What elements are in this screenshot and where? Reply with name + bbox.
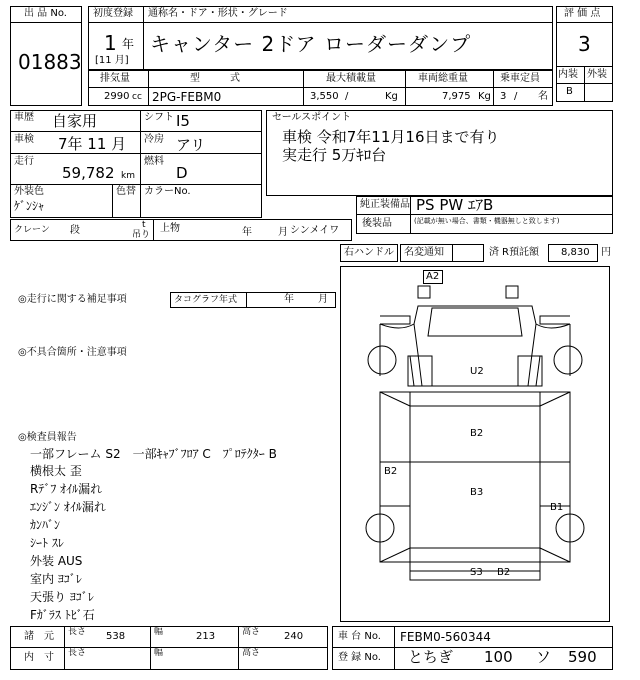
mark-b2-side: B2 bbox=[384, 466, 398, 477]
divider bbox=[64, 626, 65, 670]
mileage-unit: km bbox=[121, 171, 135, 181]
capacity-sep: / bbox=[514, 91, 518, 102]
report-line: 天張り ﾖｺﾞﾚ bbox=[30, 590, 94, 604]
registration-class: 100 bbox=[484, 648, 513, 666]
capacity-unit: 名 bbox=[538, 91, 548, 102]
report-line: Rﾃﾞﾌ ｵｲﾙ漏れ bbox=[30, 482, 103, 496]
displacement-unit: cc bbox=[132, 92, 142, 102]
divider bbox=[303, 70, 304, 106]
history: 自家用 bbox=[52, 112, 98, 130]
dimensions-table bbox=[10, 626, 328, 670]
divider bbox=[10, 647, 328, 648]
mark-b2-bed: B2 bbox=[470, 428, 484, 439]
divider bbox=[10, 22, 82, 23]
recycle-label: R預託額 bbox=[502, 247, 539, 258]
fuel-label: 燃料 bbox=[144, 156, 164, 167]
mark-u2: U2 bbox=[470, 366, 484, 377]
divider bbox=[394, 626, 395, 670]
divider bbox=[143, 6, 144, 70]
report-line: ｴﾝｼﾞﾝ ｵｲﾙ漏れ bbox=[30, 500, 106, 514]
report-line: ｼｰﾄ ｽﾚ bbox=[30, 536, 64, 550]
divider bbox=[88, 87, 553, 88]
tachograph-month: 月 bbox=[318, 294, 328, 305]
vehicle-name: キャンター 2ドア ローダーダンプ bbox=[150, 32, 472, 56]
registration-year: 1 bbox=[104, 31, 117, 55]
mark-s3: S3 bbox=[470, 567, 483, 578]
name-change-value bbox=[452, 244, 484, 262]
interior-height-label: 高さ bbox=[242, 648, 261, 658]
capacity-label: 乗車定員 bbox=[500, 73, 540, 84]
divider bbox=[10, 153, 262, 154]
divider bbox=[112, 184, 113, 218]
color-number-label: カラーNo. bbox=[144, 186, 191, 197]
exterior-color-label: 外装色 bbox=[14, 186, 44, 197]
width: 213 bbox=[196, 631, 216, 642]
divider bbox=[148, 70, 149, 106]
gross-weight-unit: Kg bbox=[478, 91, 491, 102]
aftermarket-note: (記載が無い場合、書類・機器無しと致します) bbox=[414, 217, 560, 225]
tachograph-year: 年 bbox=[284, 294, 294, 305]
registration-label: 登 録 No. bbox=[338, 652, 381, 663]
year-unit: 年 bbox=[122, 37, 135, 51]
crane-stage: 段 bbox=[70, 225, 80, 236]
report-line: 室内 ﾖｺﾞﾚ bbox=[30, 572, 82, 586]
interior-dims-label: 内 寸 bbox=[24, 652, 54, 663]
interior-width-label: 幅 bbox=[154, 648, 164, 658]
report-line: 外装 AUS bbox=[30, 554, 83, 568]
lot-number: 01883 bbox=[18, 50, 82, 74]
max-load-label: 最大積載量 bbox=[326, 73, 376, 84]
vehicle-name-label: 通称名・ドア・形状・グレード bbox=[148, 8, 288, 19]
recycle-paid: 済 bbox=[489, 247, 499, 258]
report-line: Fｶﾞﾗｽ ﾄﾋﾞ石 bbox=[30, 608, 95, 622]
recycle-amount: 8,830 bbox=[561, 247, 590, 258]
divider bbox=[405, 70, 406, 106]
score-label: 評 価 点 bbox=[564, 8, 601, 19]
model-code: 2PG-FEBM0 bbox=[152, 90, 222, 104]
mark-b3: B3 bbox=[470, 487, 484, 498]
ac-label: 冷房 bbox=[144, 134, 164, 145]
shift-label: シフト bbox=[144, 112, 174, 123]
divider bbox=[10, 131, 262, 132]
report-line: ｶﾝﾊﾞﾝ bbox=[30, 518, 61, 532]
sales-point-label: セールスポイント bbox=[272, 112, 352, 123]
capacity: 3 bbox=[500, 91, 507, 102]
recycle-unit: 円 bbox=[601, 247, 611, 258]
crane-tonnage: t bbox=[142, 220, 146, 230]
aftermarket-label: 後装品 bbox=[362, 218, 392, 229]
first-registration-label: 初度登録 bbox=[93, 8, 133, 19]
height-label: 高さ bbox=[242, 627, 261, 637]
running-notes-label: ◎走行に関する補足事項 bbox=[18, 294, 127, 305]
inspection-label: 車検 bbox=[14, 134, 34, 145]
inspection: 7年 11 月 bbox=[58, 135, 127, 153]
divider bbox=[246, 292, 247, 308]
equipment-label: 純正装備品 bbox=[360, 199, 410, 210]
shift: I5 bbox=[176, 112, 190, 130]
crane-maker: シンメイワ bbox=[290, 225, 340, 236]
report-line: 一部フレーム S2 一部ｷｬﾌﾞﾌﾛｱ C ﾌﾟﾛﾃｸﾀｰ B bbox=[30, 447, 277, 461]
details-box bbox=[10, 110, 262, 218]
color-change-label: 色替 bbox=[116, 186, 136, 197]
report-line: 横根太 歪 bbox=[30, 464, 82, 478]
gross-weight: 7,975 bbox=[442, 91, 471, 102]
lot-number-label: 出 品 No. bbox=[24, 8, 67, 19]
ac: アリ bbox=[176, 136, 206, 154]
crane-month: 月 bbox=[278, 227, 288, 238]
sales-point-line-1: 車検 令和7年11月16日まで有り bbox=[282, 128, 500, 146]
max-load-sep: / bbox=[345, 91, 349, 102]
divider bbox=[153, 219, 154, 241]
sales-point-line-2: 実走行 5万ｷﾛ台 bbox=[282, 146, 387, 164]
divider bbox=[584, 66, 585, 102]
interior-score-label: 内装 bbox=[558, 69, 578, 80]
name-change-label: 名変通知 bbox=[404, 247, 444, 258]
interior-score: B bbox=[566, 86, 573, 97]
mark-a2: A2 bbox=[426, 271, 440, 282]
crane-top-label: 上物 bbox=[160, 223, 180, 234]
mark-b1: B1 bbox=[550, 502, 564, 513]
displacement-label: 排気量 bbox=[100, 73, 130, 84]
divider bbox=[150, 626, 151, 670]
registration-kana: ソ bbox=[536, 648, 552, 666]
mileage-label: 走行 bbox=[14, 156, 34, 167]
equipment-list: PS PW ｴｱB bbox=[416, 196, 494, 214]
gross-weight-label: 車両総重量 bbox=[418, 73, 468, 84]
mileage: 59,782 bbox=[62, 164, 115, 182]
length-label: 長さ bbox=[68, 627, 87, 637]
divider bbox=[493, 70, 494, 106]
divider bbox=[10, 184, 262, 185]
registration-month: [11 月] bbox=[95, 55, 129, 66]
defects-label: ◎不具合箇所・注意事項 bbox=[18, 347, 127, 358]
crane-label: クレーン bbox=[14, 225, 50, 235]
registration-place: とちぎ bbox=[408, 648, 454, 666]
height: 240 bbox=[284, 631, 304, 642]
length: 538 bbox=[106, 631, 126, 642]
history-label: 車歴 bbox=[14, 112, 34, 123]
tachograph-label: タコグラフ年式 bbox=[174, 295, 238, 305]
width-label: 幅 bbox=[154, 627, 164, 637]
displacement: 2990 bbox=[104, 91, 130, 102]
max-load-unit: Kg bbox=[385, 91, 398, 102]
right-hand-drive: 右ハンドル bbox=[344, 247, 394, 258]
divider bbox=[556, 22, 613, 23]
divider bbox=[410, 196, 411, 234]
chassis-number: FEBM0-560344 bbox=[400, 630, 491, 644]
overall-score: 3 bbox=[578, 32, 591, 56]
divider bbox=[238, 626, 239, 670]
divider bbox=[140, 110, 141, 184]
fuel: D bbox=[176, 164, 188, 182]
divider bbox=[356, 214, 613, 215]
model-label: 型 式 bbox=[190, 73, 240, 84]
crane-year: 年 bbox=[242, 227, 252, 238]
exterior-color: ｹﾞﾝｼｬ bbox=[14, 199, 45, 213]
crane-lift: 吊り bbox=[132, 230, 151, 240]
registration-number: 590 bbox=[568, 648, 597, 666]
inspector-report-label: ◎検査員報告 bbox=[18, 432, 77, 443]
divider bbox=[88, 22, 553, 23]
chassis-label: 車 台 No. bbox=[338, 631, 381, 642]
exterior-score-label: 外装 bbox=[587, 69, 607, 80]
divider bbox=[140, 184, 141, 218]
mark-b2-rear: B2 bbox=[497, 567, 511, 578]
interior-length-label: 長さ bbox=[68, 648, 87, 658]
max-load: 3,550 bbox=[310, 91, 339, 102]
specs-label: 諸 元 bbox=[24, 631, 54, 642]
